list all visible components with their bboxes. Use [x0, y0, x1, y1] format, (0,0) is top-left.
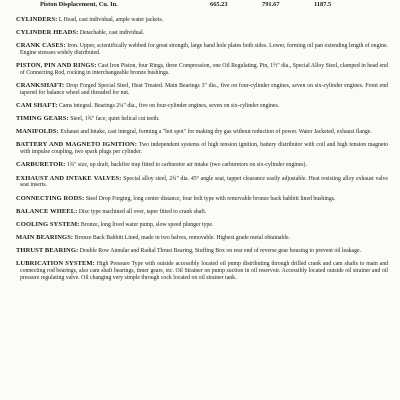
spec-connecting-rods — [16, 196, 388, 203]
spec-text: Cams integral. Bearings 2¼" dia., five on four-cylinder engines, seven on six-cylinder engines. — [58, 103, 280, 110]
spec-heading: CRANKSHAFT: — [16, 82, 65, 90]
spec-heading: LUBRICATION SYSTEM: — [16, 260, 95, 268]
spec-crankshaft — [16, 83, 388, 97]
spec-crank-cases — [16, 43, 388, 57]
spec-heading: BALANCE WHEEL: — [16, 207, 78, 215]
spec-text: Steel, 1¾" face, quiet helical cut teeth. — [70, 116, 160, 123]
spec-ignition — [16, 142, 388, 156]
spec-cylinder-heads — [16, 30, 388, 37]
piston-displacement-label: Piston Displacement, Cu. In. — [40, 1, 118, 8]
spec-lubrication-system — [16, 261, 388, 282]
spec-heading: CARBURETOR: — [16, 161, 66, 169]
spec-heading: THRUST BEARING: — [16, 246, 79, 254]
spec-valves — [16, 176, 388, 190]
spec-heading: TIMING GEARS: — [16, 115, 69, 123]
spec-heading: MAIN BEARINGS: — [16, 233, 74, 241]
spec-text: High Pressure Type with outside accessibly located oil pump distributing through drilled crank and cam shafts to main and connecting rod bearings, also cam shaft bearings, timer gears, etc. Oil Strainer on pump suction in oil reservoir. Accessibly located outside oil strainer and oil pressure regulating valve. Oil changing very simple through cock located on oil strainer tank. — [20, 261, 388, 281]
spec-list — [16, 17, 388, 282]
spec-balance-wheel — [16, 209, 388, 216]
spec-thrust-bearing — [16, 248, 388, 255]
piston-displacement-row — [16, 1, 388, 11]
spec-heading: CRANK CASES: — [16, 42, 66, 50]
spec-carburetor — [16, 162, 388, 169]
spec-main-bearings — [16, 235, 388, 242]
spec-timing-gears — [16, 116, 388, 123]
spec-cylinders — [16, 17, 388, 24]
spec-heading: MANIFOLDS: — [16, 128, 59, 136]
spec-text: Bronze Back Babbitt Lined, made in two halves, removable. Highest grade metal obtainable. — [74, 234, 291, 241]
spec-manifolds — [16, 129, 388, 136]
spec-cam-shaft — [16, 103, 388, 110]
spec-text: Special alloy steel, 2¾" dia. 45° angle seat, tappet clearance easily adjustable. Heat resisting alloy exhaust valve seat inserts. — [20, 175, 389, 189]
spec-text: Iron. Upper, scientifically webbed for great strength, large hand hole plates both sides. Lower, forming oil pan extending length of engine. Engine stresses widely distributed. — [20, 43, 388, 57]
spec-text: Cast Iron Piston, four Rings, three Compression, one Oil Regulating. Pin, 1½" dia., Special Alloy Steel, clamped in head end of Connecting Rod, rocking in interchangeable bronze bushings. — [20, 63, 388, 77]
spec-heading: COOLING SYSTEM: — [16, 220, 80, 228]
spec-text: Detachable, cast individual. — [79, 30, 145, 37]
spec-text: Bronze, long lived water pump, slow speed plunger type. — [80, 221, 214, 228]
spec-heading: CONNECTING RODS: — [16, 194, 85, 202]
spec-heading: BATTERY AND MAGNETO IGNITION: — [16, 141, 138, 149]
spec-heading: PISTON, PIN AND RINGS: — [16, 62, 97, 70]
spec-heading: EXHAUST AND INTAKE VALVES: — [16, 174, 122, 182]
spec-text: Exhaust and Intake, cast integral, forming a "hot spot" for making dry gas without reduction of power. Water Jacketed, exhaust flange. — [60, 129, 372, 136]
displacement-value: 791.67 — [262, 1, 280, 8]
spec-text: Double Row Annular and Radial Thrust Bearing, Stuffing Box on rear end of reverse gear housing to prevent oil leakage. — [79, 247, 362, 254]
spec-cooling-system — [16, 222, 388, 229]
spec-text: L Head, cast individual, ample water jackets. — [58, 17, 164, 23]
spec-text: Two independent systems of high tension ignition, battery distributor with coil and high tension magneto with impulse coupling, two spark plugs per cylinder. — [20, 142, 388, 156]
spec-heading: CAM SHAFT: — [16, 102, 58, 110]
spec-text: Disc type machined all over, taper fitted to crank shaft. — [78, 208, 207, 215]
spec-heading: CYLINDER HEADS: — [16, 29, 79, 37]
spec-text: Steel Drop Forging, long center distance, four bolt type with removable bronze back babbitt lined bushings. — [85, 195, 336, 202]
spec-text: 1¾" size, up draft, backfire trap fitted to carburetor air intake (two carburetors on six-cylinder engines). — [66, 162, 307, 169]
spec-heading: CYLINDERS: — [16, 16, 58, 23]
displacement-value: 665.23 — [210, 1, 228, 8]
spec-text: Drop Forged Special Steel, Heat Treated. Main Bearings 3" dia., five on four-cylinder engines, seven on six-cylinder engines. Front end tapered for balance wheel and threaded for nut. — [20, 83, 388, 97]
displacement-value: 1187.5 — [314, 1, 332, 8]
spec-piston-pin-rings — [16, 63, 388, 77]
